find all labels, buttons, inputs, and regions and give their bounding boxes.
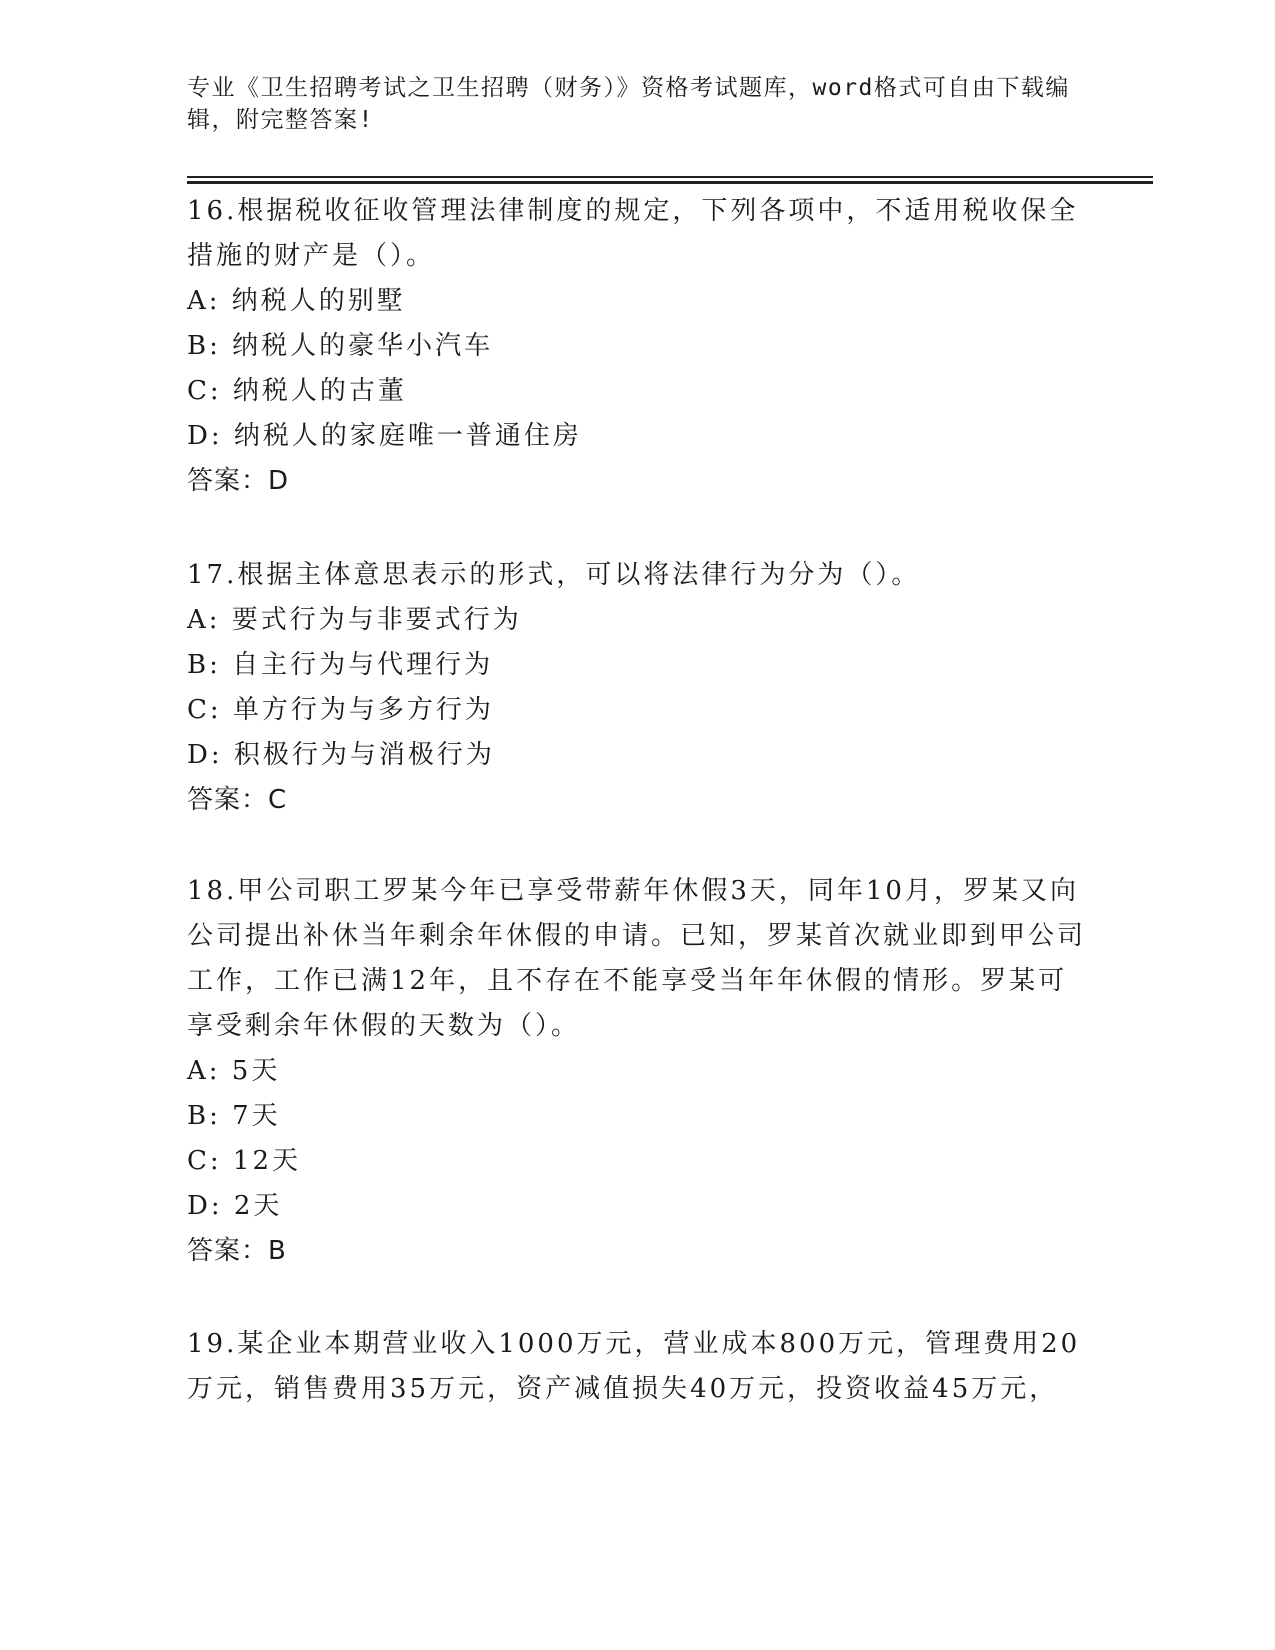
option-c: C: 纳税人的古董 [187,376,407,406]
option-b: B: 7天 [187,1101,281,1131]
option-c: C: 单方行为与多方行为 [187,695,494,725]
document-header: 专业《卫生招聘考试之卫生招聘（财务）》资格考试题库，word格式可自由下载编辑，附完整答案! [187,75,1070,133]
header-divider-thin [187,176,1153,178]
option-c: C: 12天 [187,1146,302,1176]
header-divider-thick [187,181,1153,184]
option-b: B: 纳税人的豪华小汽车 [187,331,494,361]
question-18 [187,869,1087,1274]
option-d: D: 纳税人的家庭唯一普通住房 [187,421,582,451]
option-a: A: 5天 [187,1056,281,1086]
question-stem: 18.甲公司职工罗某今年已享受带薪年休假3天，同年10月，罗某又向公司提出补休当年剩余年休假的申请。已知，罗某首次就业即到甲公司工作，工作已满12年，且不存在不能享受当年年休假的情形。罗某可享受剩余年休假的天数为（）。 [187,876,1087,1041]
question-stem: 16.根据税收征收管理法律制度的规定，下列各项中，不适用税收保全措施的财产是（）。 [187,196,1079,271]
answer: 答案：C [187,785,288,815]
option-d: D: 积极行为与消极行为 [187,740,495,770]
option-a: A: 纳税人的别墅 [187,286,406,316]
question-stem: 19.某企业本期营业收入1000万元，营业成本800万元，管理费用20万元，销售费用35万元，资产减值损失40万元，投资收益45万元， [187,1329,1081,1404]
answer: 答案：D [187,466,290,496]
option-b: B: 自主行为与代理行为 [187,650,494,680]
question-16 [187,189,1087,504]
question-stem: 17.根据主体意思表示的形式，可以将法律行为分为（）。 [187,560,921,590]
question-19 [187,1322,1087,1412]
question-17 [187,553,1087,823]
option-d: D: 2天 [187,1191,283,1221]
option-a: A: 要式行为与非要式行为 [187,605,522,635]
answer: 答案：B [187,1236,287,1266]
